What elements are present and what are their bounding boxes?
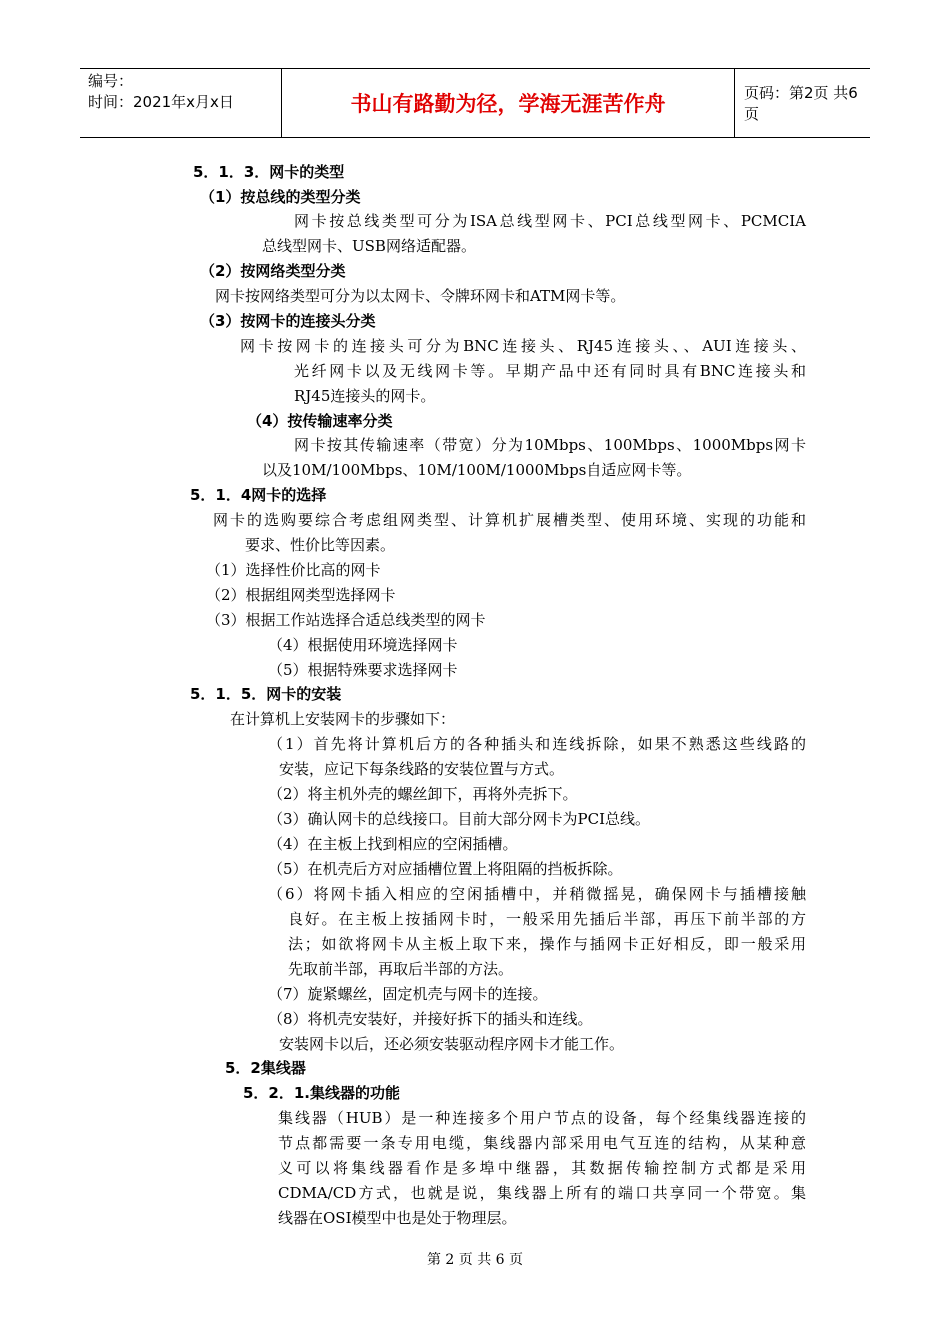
paragraph-line: 网卡按网络类型可分为以太网卡、令牌环网卡和ATM网卡等。 xyxy=(215,287,626,305)
subheading-speed: （4）按传输速率分类 xyxy=(247,412,393,430)
list-item: （2）将主机外壳的螺丝卸下，再将外壳拆下。 xyxy=(268,785,578,803)
list-item: （1）首先将计算机后方的各种插头和连线拆除，如果不熟悉这些线路的 xyxy=(268,735,806,753)
paragraph-line: 法；如欲将网卡从主板上取下来，操作与插网卡正好相反，即一般采用 xyxy=(288,935,806,953)
list-item: （6）将网卡插入相应的空闲插槽中，并稍微摇晃，确保网卡与插槽接触 xyxy=(268,885,806,903)
header-page-info: 页码：第2页 共6页 xyxy=(744,84,858,123)
section-heading-5-1-5: 5．1．5．网卡的安装 xyxy=(190,685,342,703)
paragraph-line: 安装，应记下每条线路的安装位置与方式。 xyxy=(279,760,565,778)
header-left-cell xyxy=(80,69,282,137)
document-number-label: 编号： xyxy=(88,72,134,90)
paragraph-line: CDMA/CD方式，也就是说，集线器上所有的端口共享同一个带宽。集 xyxy=(278,1184,806,1202)
paragraph-line: 先取前半部，再取后半部的方法。 xyxy=(288,960,514,978)
list-item: （5）在机壳后方对应插槽位置上将阻隔的挡板拆除。 xyxy=(268,860,623,878)
paragraph-line: 安装网卡以后，还必须安装驱动程序网卡才能工作。 xyxy=(279,1035,625,1053)
paragraph-line: 以及10M/100Mbps、10M/100M/1000Mbps自适应网卡等。 xyxy=(262,461,692,479)
list-item: （2）根据组网类型选择网卡 xyxy=(206,586,396,604)
section-heading-5-1-3: 5．1．3．网卡的类型 xyxy=(193,163,345,181)
section-heading-5-1-4: 5．1．4网卡的选择 xyxy=(190,486,327,504)
paragraph-line: 集线器（HUB）是一种连接多个用户节点的设备，每个经集线器连接的 xyxy=(278,1109,806,1127)
paragraph-line: 良好。在主板上按插网卡时，一般采用先插后半部，再压下前半部的方 xyxy=(288,910,806,928)
list-item: （3）根据工作站选择合适总线类型的网卡 xyxy=(206,611,486,629)
list-item: （8）将机壳安装好，并接好拆下的插头和连线。 xyxy=(268,1010,593,1028)
subheading-network-type: （2）按网络类型分类 xyxy=(200,262,346,280)
subheading-connector-type: （3）按网卡的连接头分类 xyxy=(200,312,376,330)
paragraph-line: 网卡按网卡的连接头可分为BNC连接头、RJ45连接头、、AUI连接头、 xyxy=(240,337,806,355)
page-header xyxy=(80,68,870,138)
document-date-label: 时间：2021年x月x日 xyxy=(88,93,234,111)
paragraph-line: 在计算机上安装网卡的步骤如下： xyxy=(230,710,456,728)
page-footer: 第 2 页 共 6 页 xyxy=(426,1252,524,1268)
paragraph-line: RJ45连接头的网卡。 xyxy=(294,387,436,405)
paragraph-line: 要求、性价比等因素。 xyxy=(245,536,396,554)
paragraph-line: 网卡按总线类型可分为ISA总线型网卡、PCI总线型网卡、PCMCIA xyxy=(294,212,806,230)
section-heading-5-2-1: 5．2．1.集线器的功能 xyxy=(243,1084,401,1102)
section-heading-5-2: 5．2集线器 xyxy=(225,1059,306,1077)
subheading-bus-type: （1）按总线的类型分类 xyxy=(200,188,361,206)
list-item: （4）在主板上找到相应的空闲插槽。 xyxy=(268,835,518,853)
header-motto: 书山有路勤为径，学海无涯苦作舟 xyxy=(282,69,735,137)
paragraph-line: 总线型网卡、USB网络适配器。 xyxy=(262,237,476,255)
paragraph-line: 线器在OSI模型中也是处于物理层。 xyxy=(278,1209,517,1227)
list-item: （7）旋紧螺丝，固定机壳与网卡的连接。 xyxy=(268,985,548,1003)
paragraph-line: 义可以将集线器看作是多埠中继器，其数据传输控制方式都是采用 xyxy=(278,1159,806,1177)
paragraph-line: 节点都需要一条专用电缆，集线器内部采用电气互连的结构，从某种意 xyxy=(278,1134,806,1152)
paragraph-line: 网卡的选购要综合考虑组网类型、计算机扩展槽类型、使用环境、实现的功能和 xyxy=(213,511,806,529)
paragraph-line: 网卡按其传输速率（带宽）分为10Mbps、100Mbps、1000Mbps网卡 xyxy=(294,436,806,454)
list-item: （5）根据特殊要求选择网卡 xyxy=(268,661,458,679)
list-item: （1）选择性价比高的网卡 xyxy=(206,561,381,579)
paragraph-line: 光纤网卡以及无线网卡等。早期产品中还有同时具有BNC连接头和 xyxy=(294,362,806,380)
list-item: （4）根据使用环境选择网卡 xyxy=(268,636,458,654)
list-item: （3）确认网卡的总线接口。目前大部分网卡为PCI总线。 xyxy=(268,810,651,828)
